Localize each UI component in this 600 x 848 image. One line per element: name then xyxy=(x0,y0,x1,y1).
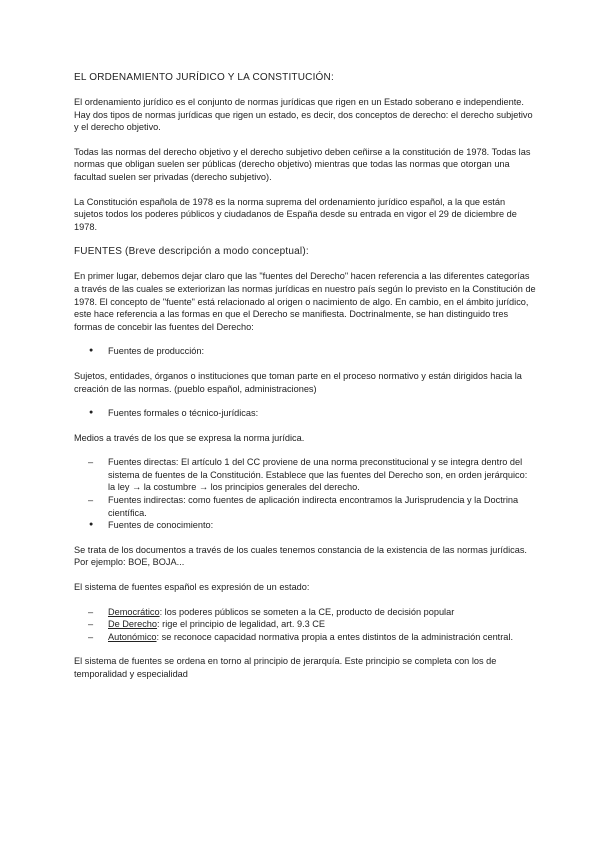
paragraph-fuentes-intro: En primer lugar, debemos dejar claro que las "fuentes del Derecho" hacen referencia a las diferentes categorías a través de las cuales se exteriorizan las normas jurídicas en nuestro país según lo previsto en la Constitución de 1978. El concepto de "fuente" está relacionado al origen o nacimiento de algo. En cambio, en el ámbito jurídico, este hace referencia a las formas en que el Derecho se manifiesta. Doctrinalmente, se han distinguido tres formas de concebir las fuentes del Derecho: xyxy=(74,271,536,332)
document-title: EL ORDENAMIENTO JURÍDICO Y LA CONSTITUCIÓN: xyxy=(74,72,334,83)
document-page xyxy=(74,71,536,693)
paragraph-jerarquia: El sistema de fuentes se ordena en torno al principio de jerarquía. Este principio se completa con los de temporalidad y especialidad xyxy=(74,656,497,679)
estado-text: : los poderes públicos se someten a la CE, producto de decisión popular xyxy=(159,606,455,617)
list-item xyxy=(74,606,536,619)
bullet-icon: ● xyxy=(89,347,94,355)
list-item xyxy=(74,631,536,644)
bullet-list-formales xyxy=(74,407,536,420)
list-item-text: Fuentes indirectas: como fuentes de aplicación indirecta encontramos la Jurisprudencia y la Doctrina científica. xyxy=(108,495,519,518)
dash-list-fuentes xyxy=(74,456,536,532)
bullet-icon: ● xyxy=(89,409,94,417)
list-item xyxy=(74,345,536,358)
dash-icon: – xyxy=(88,606,94,617)
bullet-list-produccion xyxy=(74,345,536,358)
dash-icon: – xyxy=(88,619,94,630)
list-item xyxy=(74,407,536,420)
fuentes-heading: FUENTES (Breve descripción a modo conceptual): xyxy=(74,246,309,258)
paragraph-produccion: Sujetos, entidades, órganos o instituciones que toman parte en el proceso normativo y están dirigidos hacia la creación de las normas. (pueblo español, administraciones) xyxy=(74,370,522,394)
list-item-text: Fuentes formales o técnico-jurídicas: xyxy=(108,408,259,419)
paragraph-formales: Medios a través de los que se expresa la norma jurídica. xyxy=(74,432,305,443)
estado-term: Democrático xyxy=(108,606,160,617)
estado-text: : rige el principio de legalidad, art. 9.3 CE xyxy=(157,619,326,630)
dash-icon: – xyxy=(88,631,94,642)
estado-term: Autonómico xyxy=(108,631,157,642)
dash-icon: – xyxy=(88,495,94,506)
list-item-text: Fuentes directas: El artículo 1 del CC proviene de una norma preconstitucional y se integra dentro del sistema de fuentes de la Constitución. Establece que las fuentes del Derecho son, en orden jerárquico: la ley → la costumbre → los principios generales del derecho. xyxy=(108,457,528,493)
dash-icon: – xyxy=(88,457,94,468)
paragraph-constitucion: La Constitución española de 1978 es la norma suprema del ordenamiento jurídico español, a la que están sujetos todos los poderes públicos y ciudadanos de España desde su entrada en vigor el 29 de diciembre de 1978. xyxy=(74,196,517,232)
paragraph-normas: Todas las normas del derecho objetivo y el derecho subjetivo deben ceñirse a la constitución de 1978. Todas las normas que obligan suelen ser públicas (derecho objetivo) mientras que todas las normas que otorgan una facultad suelen ser privadas (derecho subjetivo). xyxy=(74,146,531,182)
list-item xyxy=(74,456,536,494)
paragraph-conocimiento: Se trata de los documentos a través de los cuales tenemos constancia de la existencia de las normas jurídicas. Por ejemplo: BOE, BOJA... xyxy=(74,544,527,568)
paragraph-estado: El sistema de fuentes español es expresión de un estado: xyxy=(74,582,310,593)
list-item xyxy=(74,618,536,631)
list-item-text: Fuentes de producción: xyxy=(108,346,205,357)
list-item xyxy=(74,494,536,519)
estado-term: De Derecho xyxy=(108,619,158,630)
bullet-icon: ● xyxy=(89,521,94,529)
paragraph-ordenamiento: El ordenamiento jurídico es el conjunto de normas jurídicas que rigen en un Estado soberano e independiente. Hay dos tipos de normas jurídicas que rigen un estado, es decir, dos conceptos de derecho: el derecho subjetivo y el derecho objetivo. xyxy=(74,97,533,133)
list-item-text: Fuentes de conocimiento: xyxy=(108,520,214,531)
list-item xyxy=(74,519,536,532)
dash-list-estado xyxy=(74,606,536,644)
estado-text: : se reconoce capacidad normativa propia a entes distintos de la administración central. xyxy=(156,631,513,642)
